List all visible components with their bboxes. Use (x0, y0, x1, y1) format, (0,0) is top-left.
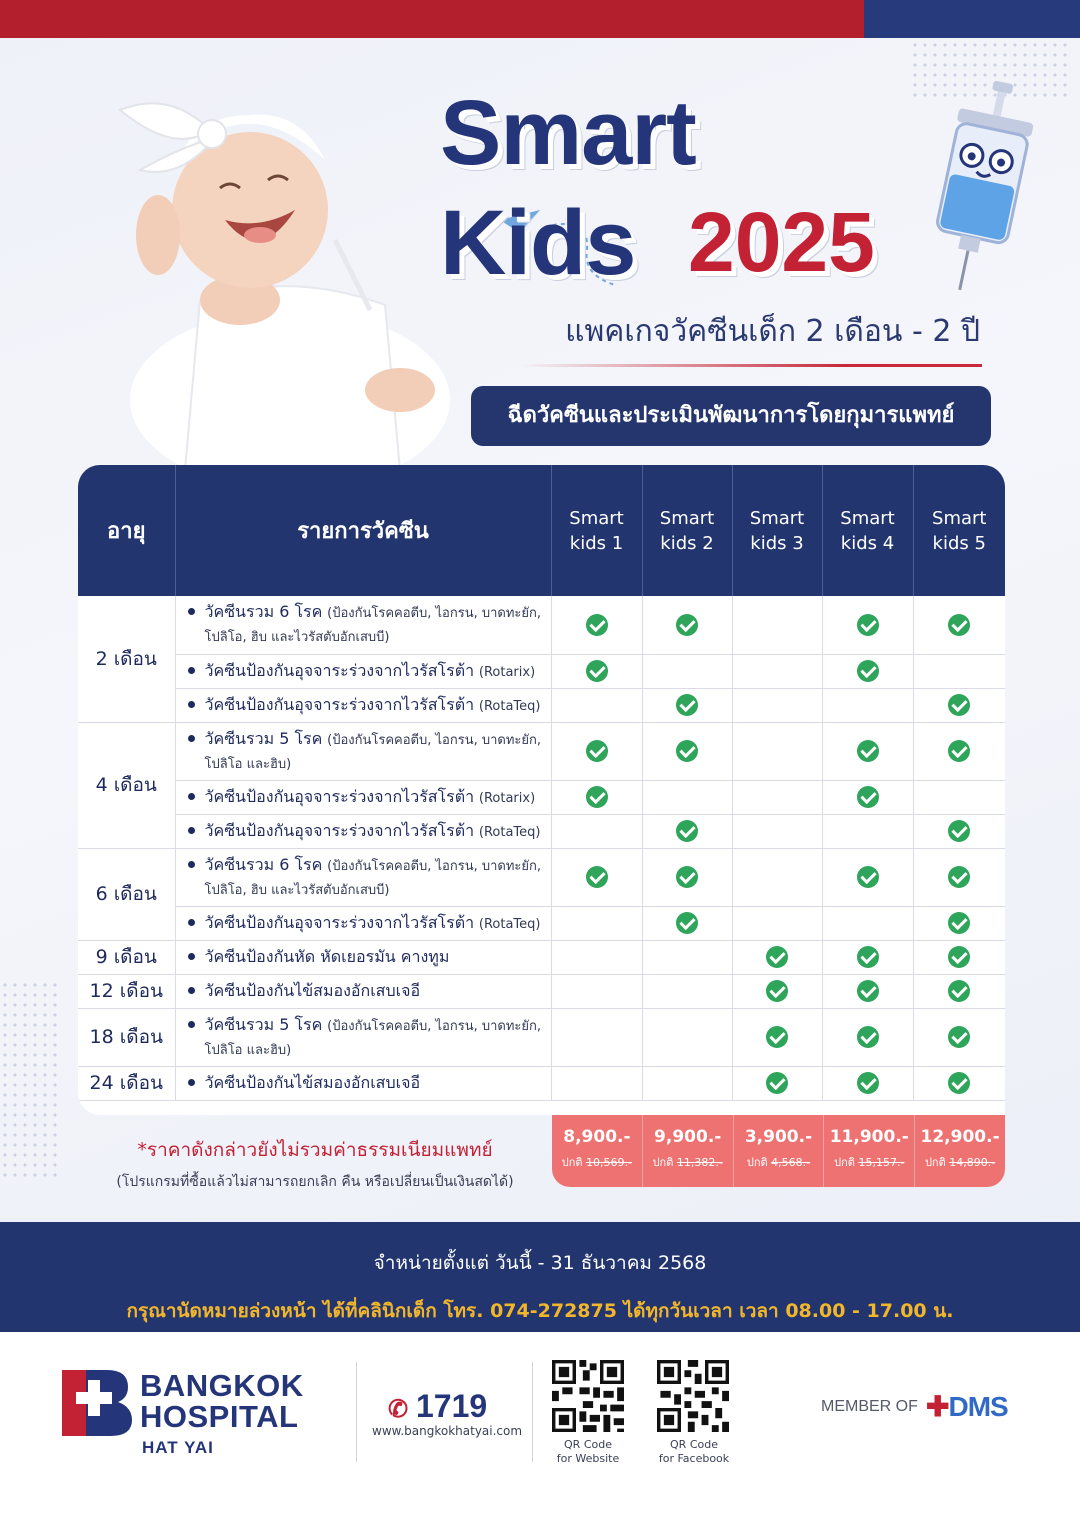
price-cell-1 (552, 1115, 643, 1187)
vaccine-cell (175, 848, 551, 906)
age-cell: 24 เดือน (78, 1066, 175, 1100)
age-cell: 12 เดือน (78, 974, 175, 1008)
table-row (78, 1008, 1005, 1066)
vaccine-note: (RotaTeq) (478, 916, 541, 932)
package-1-cell (551, 906, 642, 940)
package-header-1: Smart kids 1 (551, 465, 642, 596)
vaccine-column-header: รายการวัคซีน (175, 465, 551, 596)
price-notes (78, 1115, 552, 1190)
check-icon (586, 786, 608, 808)
check-icon (766, 946, 788, 968)
check-icon (857, 740, 879, 762)
bullet-icon (188, 735, 195, 742)
vaccine-name: วัคซีนป้องกันอุจจาระร่วงจากไวรัสโรต้า (204, 694, 475, 714)
vaccine-note: (ป้องกันโรคคอตีบ, ไอกรน, บาดทะยัก, โปลิโอ, ฮิบ และไวรัสตับอักเสบบี) (204, 858, 542, 898)
package-4-cell (822, 814, 913, 848)
price-current: 9,900.- (654, 1127, 722, 1147)
price-regular: ปกติ 11,382.- (652, 1156, 723, 1169)
check-icon (586, 614, 608, 636)
table-row (78, 940, 1005, 974)
check-icon (676, 694, 698, 716)
package-3-cell (732, 906, 822, 940)
table-row (78, 814, 1005, 848)
check-icon (857, 866, 879, 888)
vaccine-cell (175, 1008, 551, 1066)
check-icon (857, 614, 879, 636)
package-5-cell (913, 654, 1005, 688)
vaccine-name: วัคซีนป้องกันไข้สมองอักเสบเจอี (204, 980, 421, 1000)
top-color-bar (0, 0, 1080, 38)
check-icon (948, 866, 970, 888)
check-icon (948, 820, 970, 842)
table-header-row (78, 465, 1005, 596)
vaccine-name: วัคซีนป้องกันไข้สมองอักเสบเจอี (204, 1072, 421, 1092)
package-3-cell (732, 722, 822, 780)
vaccine-name: วัคซีนรวม 6 โรค (204, 602, 323, 622)
package-3-cell (732, 654, 822, 688)
appointment-text: กรุณานัดหมายล่วงหน้า ได้ที่คลินิกเด็ก โทร. 074-272875 ได้ทุกวันเวลา เวลา 08.00 - 17.00 น. (126, 1300, 954, 1322)
age-cell: 18 เดือน (78, 1008, 175, 1066)
package-2-cell (642, 1008, 732, 1066)
package-header-5: Smart kids 5 (913, 465, 1005, 596)
vaccine-name: วัคซีนป้องกันอุจจาระร่วงจากไวรัสโรต้า (204, 786, 475, 806)
package-1-cell (551, 780, 642, 814)
check-icon (948, 1026, 970, 1048)
page-title: Smart Kids (440, 82, 696, 294)
package-2-cell (642, 722, 732, 780)
bullet-icon (188, 1079, 195, 1086)
table-row (78, 780, 1005, 814)
price-row (552, 1115, 1005, 1187)
package-3-cell (732, 596, 822, 654)
price-current: 3,900.- (744, 1127, 813, 1147)
bdms-logo: ✚DMS (926, 1391, 1008, 1422)
decor-dots-left (0, 980, 60, 1180)
check-icon (676, 866, 698, 888)
service-pill: ฉีดวัคซีนและประเมินพัฒนาการโดยกุมารแพทย์ (471, 386, 991, 446)
vaccine-cell (175, 1066, 551, 1100)
bullet-icon (188, 861, 195, 868)
package-4-cell (822, 1008, 913, 1066)
qr-code-website-icon[interactable] (552, 1360, 624, 1432)
check-icon (948, 946, 970, 968)
package-4-cell (822, 906, 913, 940)
bdms-cross-icon: ✚ (926, 1391, 949, 1422)
phone-icon: ✆ (388, 1396, 409, 1423)
brand-name: BANGKOK HOSPITAL (140, 1368, 304, 1434)
bullet-icon (188, 793, 195, 800)
price-current: 11,900.- (829, 1127, 909, 1147)
package-4-cell (822, 654, 913, 688)
qr-website-label: QR Code for Website (556, 1438, 620, 1465)
vaccine-cell (175, 974, 551, 1008)
brand-branch: HAT YAI (142, 1438, 214, 1457)
vaccine-cell (175, 814, 551, 848)
package-1-cell (551, 688, 642, 722)
member-of-label: MEMBER OF (821, 1398, 918, 1415)
package-1-cell (551, 654, 642, 688)
package-1-cell (551, 722, 642, 780)
check-icon (857, 786, 879, 808)
bullet-icon (188, 608, 195, 615)
package-3-cell (732, 688, 822, 722)
check-icon (586, 740, 608, 762)
package-2-cell (642, 596, 732, 654)
check-icon (676, 912, 698, 934)
check-icon (857, 660, 879, 682)
price-note-sub: (โปรแกรมที่ซื้อแล้วไม่สามารถยกเลิก คืน หรือเปลี่ยนเป็นเงินสดได้) (116, 1174, 514, 1190)
bullet-icon (188, 953, 195, 960)
vaccine-name: วัคซีนป้องกันอุจจาระร่วงจากไวรัสโรต้า (204, 820, 475, 840)
table-row (78, 654, 1005, 688)
package-4-cell (822, 596, 913, 654)
vaccine-note: (ป้องกันโรคคอตีบ, ไอกรน, บาดทะยัก, โปลิโอ และฮิบ) (204, 732, 542, 772)
vaccine-cell (175, 654, 551, 688)
price-current: 12,900.- (920, 1127, 1000, 1147)
table-row (78, 848, 1005, 906)
table-row (78, 596, 1005, 654)
package-2-cell (642, 848, 732, 906)
check-icon (766, 1072, 788, 1094)
package-2-cell (642, 1066, 732, 1100)
vaccine-cell (175, 722, 551, 780)
check-icon (948, 740, 970, 762)
check-icon (676, 820, 698, 842)
package-header-4: Smart kids 4 (822, 465, 913, 596)
vaccine-cell (175, 906, 551, 940)
package-1-cell (551, 1066, 642, 1100)
price-cell-3 (734, 1115, 825, 1187)
table-row (78, 906, 1005, 940)
age-cell: 2 เดือน (78, 596, 175, 722)
package-5-cell (913, 848, 1005, 906)
qr-code-facebook-icon[interactable] (657, 1360, 729, 1432)
check-icon (586, 866, 608, 888)
check-icon (676, 740, 698, 762)
package-4-cell (822, 1066, 913, 1100)
package-3-cell (732, 940, 822, 974)
check-icon (948, 980, 970, 1002)
check-icon (857, 946, 879, 968)
sale-period-text: จำหน่ายตั้งแต่ วันนี้ - 31 ธันวาคม 2568 (373, 1252, 707, 1274)
package-5-cell (913, 906, 1005, 940)
package-1-cell (551, 1008, 642, 1066)
package-4-cell (822, 848, 913, 906)
vaccine-name: วัคซีนรวม 6 โรค (204, 854, 323, 874)
page-title-year: 2025 (688, 195, 875, 289)
package-3-cell (732, 974, 822, 1008)
package-3-cell (732, 1066, 822, 1100)
check-icon (857, 980, 879, 1002)
vaccine-note: (RotaTeq) (478, 824, 541, 840)
package-2-cell (642, 688, 732, 722)
package-5-cell (913, 974, 1005, 1008)
check-icon (948, 694, 970, 716)
hotline-number[interactable]: ✆ 1719 (388, 1388, 488, 1424)
qr-facebook-label: QR Code for Facebook (658, 1438, 730, 1465)
price-note-main: *ราคาดังกล่าวยังไม่รวมค่าธรรมเนียมแพทย์ (137, 1139, 493, 1161)
package-1-cell (551, 814, 642, 848)
package-3-cell (732, 780, 822, 814)
top-bar-red (0, 0, 864, 38)
check-icon (857, 1026, 879, 1048)
vaccine-table-body (78, 596, 1005, 1100)
table-row (78, 722, 1005, 780)
top-bar-navy (864, 0, 1080, 38)
package-header-2: Smart kids 2 (642, 465, 732, 596)
package-5-cell (913, 1066, 1005, 1100)
vaccine-cell (175, 780, 551, 814)
package-4-cell (822, 940, 913, 974)
package-5-cell (913, 814, 1005, 848)
check-icon (676, 614, 698, 636)
bullet-icon (188, 987, 195, 994)
vaccine-note: (ป้องกันโรคคอตีบ, ไอกรน, บาดทะยัก, โปลิโอ, ฮิบ และไวรัสตับอักเสบบี) (204, 606, 542, 646)
package-5-cell (913, 1008, 1005, 1066)
vaccine-note: (Rotarix) (478, 790, 536, 806)
package-1-cell (551, 974, 642, 1008)
age-column-header: อายุ (78, 465, 175, 596)
check-icon (586, 660, 608, 682)
footer-divider (532, 1362, 533, 1462)
package-2-cell (642, 654, 732, 688)
subtitle-underline (520, 364, 982, 367)
package-5-cell (913, 688, 1005, 722)
check-icon (857, 1072, 879, 1094)
vaccine-cell (175, 596, 551, 654)
info-band (0, 1222, 1080, 1332)
package-4-cell (822, 974, 913, 1008)
bullet-icon (188, 1021, 195, 1028)
age-cell: 9 เดือน (78, 940, 175, 974)
package-1-cell (551, 596, 642, 654)
vaccine-name: วัคซีนรวม 5 โรค (204, 1014, 323, 1034)
package-5-cell (913, 780, 1005, 814)
vaccine-name: วัคซีนป้องกันหัด หัดเยอรมัน คางทูม (204, 946, 450, 966)
package-4-cell (822, 780, 913, 814)
price-cell-2 (643, 1115, 734, 1187)
bullet-icon (188, 667, 195, 674)
page-subtitle: แพคเกจวัคซีนเด็ก 2 เดือน - 2 ปี (565, 314, 980, 349)
table-row (78, 688, 1005, 722)
price-regular: ปกติ 14,890.- (924, 1156, 996, 1169)
package-header-3: Smart kids 3 (732, 465, 822, 596)
bangkok-hospital-logo-icon (62, 1370, 132, 1436)
package-3-cell (732, 848, 822, 906)
package-2-cell (642, 974, 732, 1008)
footer-divider (356, 1362, 357, 1462)
table-row (78, 974, 1005, 1008)
price-current: 8,900.- (563, 1127, 631, 1147)
vaccine-name: วัคซีนป้องกันอุจจาระร่วงจากไวรัสโรต้า (204, 912, 475, 932)
package-5-cell (913, 722, 1005, 780)
syringe-mascot-icon (925, 80, 1040, 295)
check-icon (766, 1026, 788, 1048)
vaccine-name: วัคซีนรวม 5 โรค (204, 728, 323, 748)
price-regular: ปกติ 10,569.- (561, 1156, 633, 1169)
package-3-cell (732, 1008, 822, 1066)
vaccine-name: วัคซีนป้องกันอุจจาระร่วงจากไวรัสโรต้า (204, 660, 475, 680)
footer (0, 1332, 1080, 1516)
check-icon (948, 614, 970, 636)
package-2-cell (642, 940, 732, 974)
bullet-icon (188, 827, 195, 834)
package-5-cell (913, 940, 1005, 974)
package-2-cell (642, 780, 732, 814)
package-1-cell (551, 848, 642, 906)
vaccine-note: (Rotarix) (478, 664, 536, 680)
package-1-cell (551, 940, 642, 974)
package-3-cell (732, 814, 822, 848)
package-2-cell (642, 906, 732, 940)
check-icon (766, 980, 788, 1002)
check-icon (948, 912, 970, 934)
vaccine-table-card (78, 465, 1005, 1115)
vaccine-note: (ป้องกันโรคคอตีบ, ไอกรน, บาดทะยัก, โปลิโอ และฮิบ) (204, 1018, 542, 1058)
check-icon (948, 1072, 970, 1094)
website-link[interactable]: www.bangkokhatyai.com (372, 1424, 523, 1438)
bullet-icon (188, 919, 195, 926)
package-4-cell (822, 722, 913, 780)
vaccine-cell (175, 940, 551, 974)
price-regular: ปกติ 15,157.- (834, 1156, 905, 1169)
price-cell-5 (915, 1115, 1005, 1187)
vaccine-note: (RotaTeq) (478, 698, 541, 714)
package-2-cell (642, 814, 732, 848)
age-cell: 6 เดือน (78, 848, 175, 940)
price-regular: ปกติ 4,568.- (746, 1156, 811, 1169)
package-4-cell (822, 688, 913, 722)
baby-photo (100, 70, 480, 470)
vaccine-table (78, 465, 1005, 1101)
bullet-icon (188, 701, 195, 708)
table-row (78, 1066, 1005, 1100)
package-5-cell (913, 596, 1005, 654)
vaccine-cell (175, 688, 551, 722)
age-cell: 4 เดือน (78, 722, 175, 848)
price-cell-4 (824, 1115, 915, 1187)
